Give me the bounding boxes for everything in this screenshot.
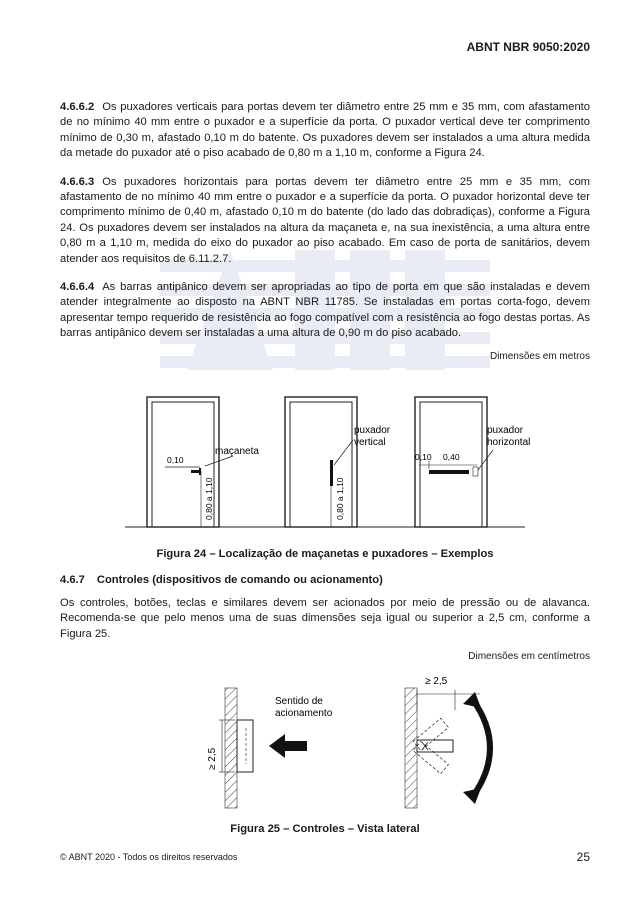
clause-text: Os puxadores horizontais para portas devem ter diâmetro entre 25 mm e 35 mm, com afastamento de no mínimo 40 mm entre o puxador e a superfície da porta. O puxador horizontal deve ter comprimento mínimo de 0,40 m, afastado 0,10 m do batente (do lado das dobradiças), conforme a Figura 24. Os puxadores devem ser instalados na altura da maçaneta e, na sua inexistência, a uma altura entre 0,80 m a 1,10 m, medida do eixo do puxador ao piso acabado. Em caso de porta de sanitários, devem atender aos requisitos de 6.11.2.7. xyxy=(60,175,590,265)
dim-label-010: 0,10 xyxy=(167,454,184,465)
standard-header: ABNT NBR 9050:2020 xyxy=(466,40,590,54)
dim-label-height: 0,80 a 1,10 xyxy=(204,477,214,520)
clause-text: Os puxadores verticais para portas devem ter diâmetro entre 25 mm e 35 mm, com afastamento de no mínimo 40 mm entre o puxador e a superfície da porta. O puxador vertical deve ter comprimento mínimo de 0,30 m, afastado 0,10 m do batente. Os puxadores devem ser instalados a uma altura medida da metade do puxador até o piso acabado de 0,80 m a 1,10 m, conforme a Figura 24. xyxy=(60,101,590,160)
figure24-dimension-note: Dimensões em metros xyxy=(489,350,590,362)
label-vertical: vertical xyxy=(354,436,386,448)
figure25-control-diagrams xyxy=(135,670,515,815)
paragraph-4-6-6-2 xyxy=(60,100,590,162)
dim-label-010: 0,10 xyxy=(415,451,432,462)
label-horizontal: horizontal xyxy=(487,436,531,448)
section-heading xyxy=(60,574,590,586)
arrow-left-icon xyxy=(269,734,307,758)
label-acionamento: acionamento xyxy=(275,707,333,719)
lever-diagram xyxy=(405,676,490,808)
push-button-diagram xyxy=(207,688,333,808)
section-number: 4.6.7 xyxy=(60,573,85,586)
figure24-door-diagrams xyxy=(125,370,531,540)
paragraph-4-6-6-3 xyxy=(60,175,590,267)
arrow-up-icon xyxy=(463,692,481,708)
section-title-text: Controles (dispositivos de comando ou acionamento) xyxy=(96,573,383,586)
figure25-dimension-note: Dimensões em centímetros xyxy=(468,650,590,662)
figure25-caption: Figura 25 – Controles – Vista lateral xyxy=(230,822,420,835)
dim-label-min-left: ≥ 2,5 xyxy=(207,747,218,770)
page-number: 25 xyxy=(576,850,590,864)
label-puxador: puxador xyxy=(487,424,524,436)
arrow-down-icon xyxy=(463,788,481,804)
copyright-footer: © ABNT 2020 - Todos os direitos reservados xyxy=(60,852,238,862)
main-content xyxy=(60,100,590,849)
clause-number: 4.6.6.4 xyxy=(60,281,95,294)
paragraph-4-6-6-4 xyxy=(60,280,590,342)
label-macaneta: maçaneta xyxy=(215,445,259,457)
clause-number: 4.6.6.2 xyxy=(60,101,95,113)
section-paragraph: Os controles, botões, teclas e similares devem ser acionados por meio de pressão ou de alavanca. Recomenda-se que pelo menos uma de suas dimensões seja igual ou superior a 2,5 cm, conforme a Figura 25. xyxy=(60,596,590,640)
clause-text: As barras antipânico devem ser apropriadas ao tipo de porta em que são instaladas e devem atender integralmente ao disposto na ABNT NBR 11785. Se instaladas em portas corta-fogo, devem apresentar tempo requerido de resistência ao fogo compatível com a resistência ao fogo destas portas. As barras antipânico devem ser instaladas a uma altura de 0,90 m do piso acabado. xyxy=(60,281,590,340)
figure24-caption: Figura 24 – Localização de maçanetas e puxadores – Exemplos xyxy=(156,547,494,560)
dim-label-min-right: ≥ 2,5 xyxy=(425,675,448,687)
label-puxador: puxador xyxy=(354,424,391,436)
label-sentido: Sentido de xyxy=(275,695,323,707)
dim-label-040: 0,40 xyxy=(443,451,460,462)
clause-number: 4.6.6.3 xyxy=(60,175,95,188)
dim-label-height: 0,80 a 1,10 xyxy=(335,477,345,520)
